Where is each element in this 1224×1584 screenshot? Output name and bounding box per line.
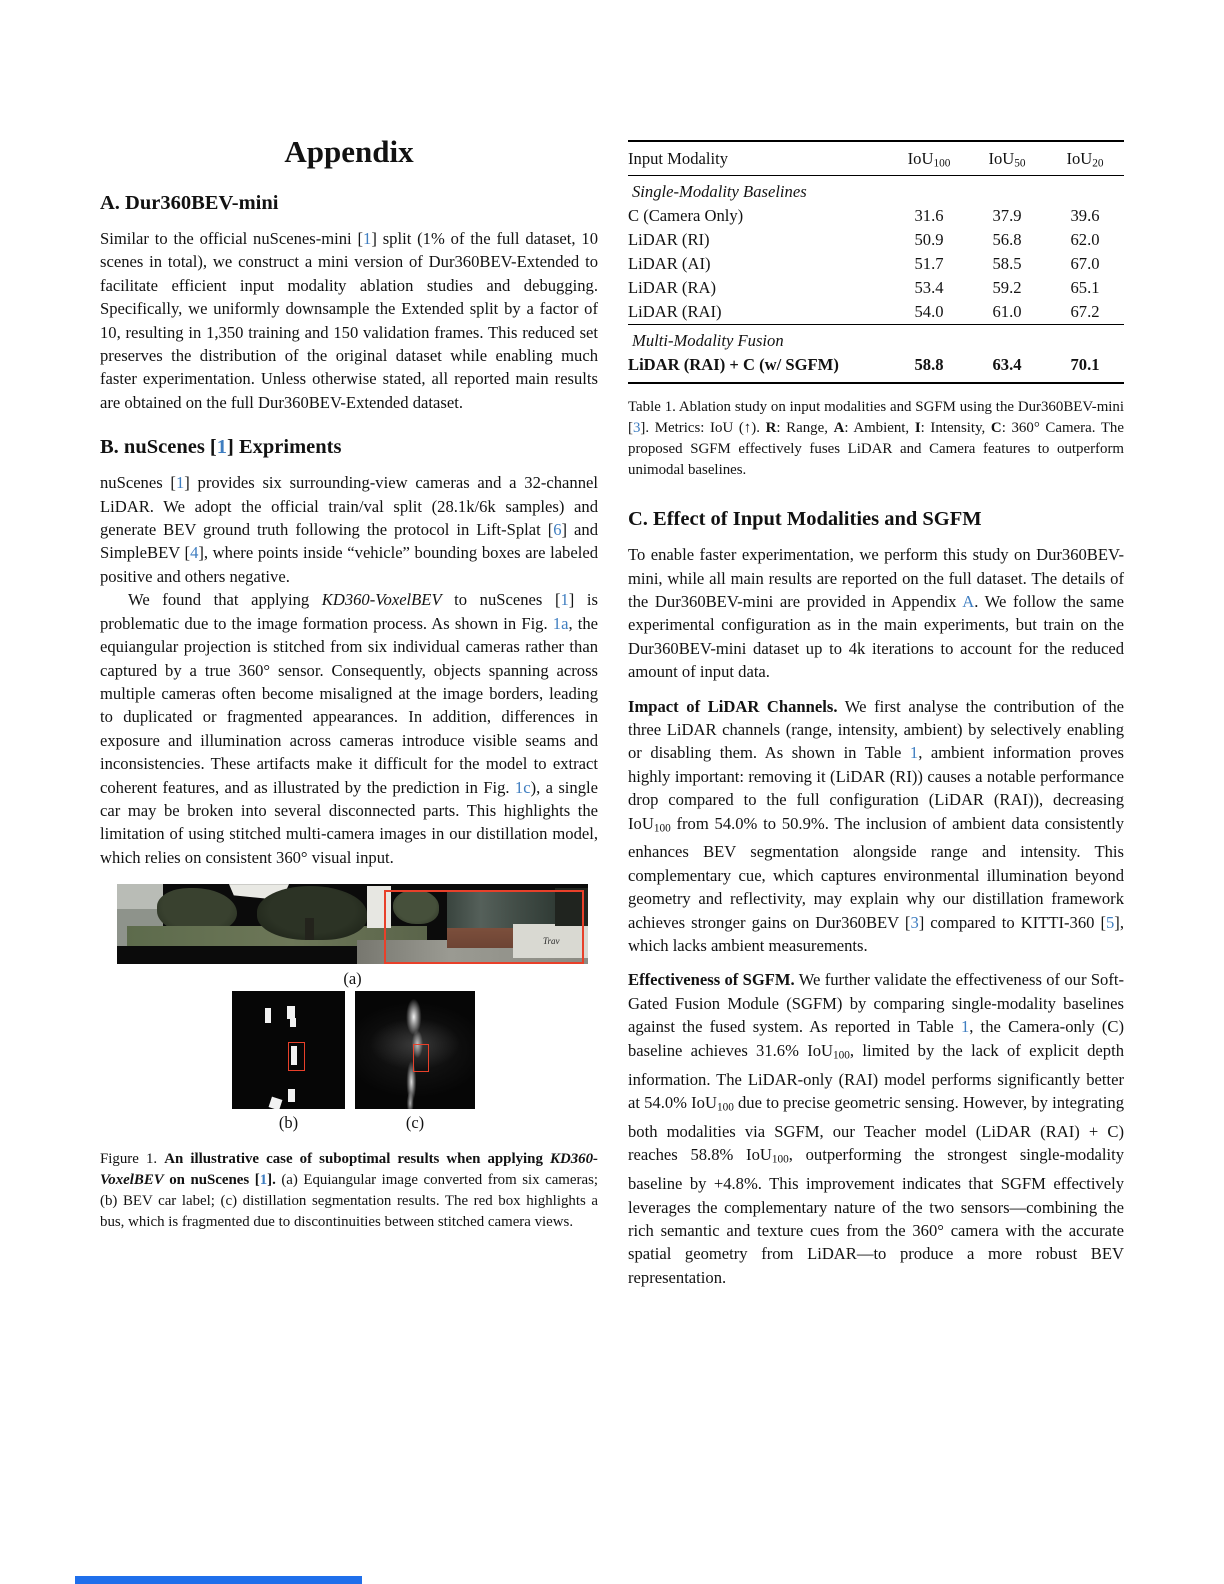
impact-of-lidar-channels-paragraph: Impact of LiDAR Channels. We first analyse the contribution of the three LiDAR channels (range, intensity, ambient) by selectively enabling or disabling them. As shown in Table 1, ambient information proves highly important: removing it (LiDAR (RI)) causes a notable performance drop compared to the full configuration (LiDAR (RAI)), decreasing IoU100 from 54.0% to 50.9%. The inclusion of ambient data consistently enhances BEV segmentation alongside range and intensity. This complementary cue, which captures environmental illumination beyond geometry and reflectivity, may explain why our distillation framework achieves stronger gains on Dur360BEV [3] compared to KITTI-360 [5], which lacks ambient measurements. xyxy=(628,696,1125,956)
table-group-single-modality: Single-Modality Baselines xyxy=(632,182,807,202)
table-header-row xyxy=(628,141,1124,176)
pano-tree-trunk xyxy=(305,918,314,940)
table-header-input-modality: Input Modality xyxy=(628,141,890,176)
figure-1a-label: (a) xyxy=(343,969,362,989)
table-row: C (Camera Only) 31.6 37.9 39.6 xyxy=(628,206,1100,226)
table-1-caption: Table 1. Ablation study on input modalities and SGFM using the Dur360BEV-mini [3]. Metrics: IoU (↑). R: Range, A: Ambient, I: Intensity, C: 360° Camera. The proposed SGFM effectively fuses LiDAR and Camera features to outperform unimodal baselines. xyxy=(628,399,1124,479)
figure-1 xyxy=(100,884,598,1136)
figure-1c-label: (c) xyxy=(405,1113,425,1133)
bus-highlight-box xyxy=(384,890,584,964)
effectiveness-of-sgfm-paragraph: Effectiveness of SGFM. We further validate the effectiveness of our Soft-Gated Fusion Module (SGFM) by comparing single-modality baselines against the fused system. As reported in Table 1, the Camera-only (C) baseline achieves 31.6% IoU100, limited by the lack of explicit depth information. The LiDAR-only (RAI) model performs significantly better at 54.0% IoU100 due to precise geometric sensing. However, by integrating both modalities via SGFM, our Teacher model (LiDAR (RAI) + C) reaches 58.8% IoU100, outperforming the strongest single-modality baseline by +4.8%. This improvement indicates that SGFM effectively leverages the complementary nature of the two sensors—combining the rich semantic and texture cues from the 360° camera with the accurate spatial geometry from LiDAR—to produce a more robust BEV representation. xyxy=(628,970,1125,1287)
figure-1b-label: (b) xyxy=(278,1113,299,1133)
section-a-heading: A. Dur360BEV-mini xyxy=(100,192,279,214)
section-b-paragraph-2: We found that applying KD360-VoxelBEV to nuScenes [1] is problematic due to the image formation process. As shown in Fig. 1a, the equiangular projection is stitched from six individual cameras rather than captured by a true 360° sensor. Consequently, objects spanning across multiple cameras often become misaligned at the image borders, leading to duplicated or fragmented appearances. In addition, differences in exposure and illumination across cameras introduce visible seams and inconsistencies. These artifacts make it difficult for the model to extract coherent features, and as illustrated by the prediction in Fig. 1c), a single car may be broken into several disconnected parts. This highlights the limitation of using stitched multi-camera images in our distillation model, which relies on consistent 360° visual input. xyxy=(100,590,598,867)
figure-1-caption: Figure 1. An illustrative case of suboptimal results when applying KD360-VoxelBEV on nuScenes [1]. (a) Equiangular image converted from six cameras; (b) BEV car label; (c) distillation segmentation results. The red box highlights a bus, which is fragmented due to discontinuities between stitched camera views. xyxy=(100,1151,598,1230)
table-row: LiDAR (AI) 51.7 58.5 67.0 xyxy=(628,254,1100,274)
table-row: LiDAR (RAI) 54.0 61.0 67.2 xyxy=(628,302,1100,322)
section-c-paragraph-1: To enable faster experimentation, we perform this study on Dur360BEV-mini, while all main results are reported on the full dataset. The details of the Dur360BEV-mini are provided in Appendix A. We follow the same experimental configuration as in the main experiments, but train on the Dur360BEV-mini dataset up to 4k iterations to account for the reduced amount of input data. xyxy=(628,545,1124,682)
bev-blob xyxy=(290,1018,296,1027)
table-header-iou50: IoU50 xyxy=(968,141,1046,176)
bev-blob xyxy=(265,1008,271,1023)
table-row: LiDAR (RA) 53.4 59.2 65.1 xyxy=(628,278,1100,298)
bev-blob xyxy=(288,1089,295,1102)
pano-bus-text: Trav xyxy=(543,936,560,947)
right-column xyxy=(628,0,1124,1289)
left-column xyxy=(100,0,598,1248)
bottom-blue-bar xyxy=(75,1576,362,1584)
table-row: LiDAR (RI) 50.9 56.8 62.0 xyxy=(628,230,1100,250)
figure-1c-prediction-image xyxy=(355,991,475,1109)
table-group-multi-modality: Multi-Modality Fusion xyxy=(628,325,1124,354)
bev-highlight-box xyxy=(288,1042,305,1071)
prediction-highlight-box xyxy=(413,1044,429,1072)
section-b-heading: B. nuScenes [1] Expriments xyxy=(100,436,342,459)
table-row-fusion: LiDAR (RAI) + C (w/ SGFM) 58.8 63.4 70.1 xyxy=(628,355,1100,375)
section-c-heading: C. Effect of Input Modalities and SGFM xyxy=(628,508,982,531)
figure-1a-panorama-image xyxy=(117,884,588,964)
table-header-iou100: IoU100 xyxy=(890,141,968,176)
section-b-paragraph-1: nuScenes [1] provides six surrounding-view cameras and a 32-channel LiDAR. We adopt the official train/val split (28.1k/6k samples) and generate BEV ground truth following the protocol in Lift-Splat [6] and SimpleBEV [4], where points inside “vehicle” bounding boxes are labeled positive and others negative. xyxy=(100,473,598,586)
table-header-iou20: IoU20 xyxy=(1046,141,1124,176)
bev-blob xyxy=(269,1097,283,1109)
section-a-paragraph: Similar to the official nuScenes-mini [1] split (1% of the full dataset, 10 scenes in total), we construct a mini version of Dur360BEV-Extended to facilitate efficient input modality ablation studies and debugging. Specifically, we uniformly downsample the Extended split by a factor of 10, resulting in 1,350 training and 150 validation frames. This reduced set preserves the distribution of the original dataset while enabling much faster experimentation. Unless otherwise stated, all reported main results are obtained on the full Dur360BEV-Extended dataset. xyxy=(100,229,598,412)
table-1 xyxy=(628,140,1124,384)
appendix-title: Appendix xyxy=(284,134,414,169)
figure-1b-bev-label-image xyxy=(232,991,345,1109)
